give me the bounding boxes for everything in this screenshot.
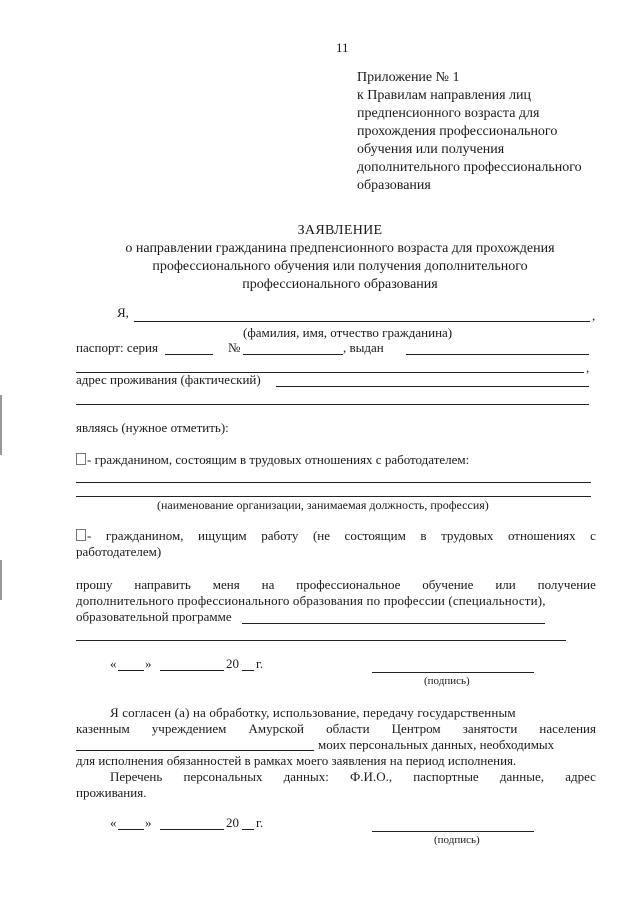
consent-word: Амурской [248, 721, 304, 736]
option-word: ищущим [197, 528, 247, 543]
issued-comma: , [586, 360, 590, 375]
scan-edge-mark [0, 395, 2, 455]
option-word: гражданином, [105, 528, 184, 543]
fio-underline [134, 321, 590, 322]
fio-caption: (фамилия, имя, отчество гражданина) [243, 325, 453, 340]
appendix-line: к Правилам направления лиц [357, 88, 532, 103]
data-list-line-1 [110, 769, 596, 785]
i-label: Я, [117, 305, 129, 320]
date2-day-underline [118, 829, 144, 830]
data-list-line-2: проживания. [76, 785, 147, 800]
passport-series-underline [165, 354, 213, 355]
date2-open: « [110, 815, 117, 830]
statement-subtitle-line: профессионального образования [242, 277, 438, 292]
address-underline [276, 386, 589, 387]
consent-word: населения [539, 721, 596, 736]
signature2-caption: (подпись) [434, 834, 480, 846]
consent-line-4: для исполнения обязанностей в рамках моего заявления на период исполнения. [76, 753, 517, 768]
option-word: трудовых [441, 528, 494, 543]
option-word: состоящим [344, 528, 406, 543]
data-list-word: Ф.И.О., [350, 769, 393, 784]
request-word: или [495, 577, 516, 592]
passport-series-label: паспорт: серия [76, 340, 158, 355]
request-line-3: образовательной программе [76, 609, 232, 624]
program-underline-2 [76, 640, 566, 641]
data-list-word: персональных [183, 769, 263, 784]
option-employed [76, 452, 469, 468]
consent-line-2 [76, 721, 596, 737]
request-word: меня [212, 577, 240, 592]
date2-close: » [145, 815, 152, 830]
org-caption: (наименование организации, занимаемая должность, профессия) [157, 498, 489, 512]
passport-number-underline [243, 354, 343, 355]
date1-day-underline [118, 670, 144, 671]
request-word: получение [537, 577, 596, 592]
option-word: с [590, 528, 596, 543]
address-label: адрес проживания (фактический) [76, 372, 261, 387]
data-list-word: паспортные [413, 769, 479, 784]
option-employed-label: - гражданином, состоящим в трудовых отношениях с работодателем: [87, 452, 470, 467]
option-jobseeker-line2: работодателем) [76, 544, 162, 559]
request-line [76, 577, 596, 593]
program-underline [242, 623, 545, 624]
date2-year-prefix: 20 [226, 815, 239, 830]
consent-word: Центром [391, 721, 441, 736]
data-list-word: Перечень [110, 769, 163, 784]
being-label: являясь (нужное отметить): [76, 420, 229, 435]
consent-word: учреждением [151, 721, 227, 736]
signature2-underline [372, 831, 534, 832]
statement-subtitle-line: о направлении гражданина предпенсионного возраста для прохождения [125, 241, 555, 256]
date1-suffix: г. [256, 656, 264, 671]
appendix-line: образования [357, 178, 431, 193]
date1-year-underline [242, 670, 254, 671]
request-line-2: дополнительного профессионального образования по профессии (специальности), [76, 593, 546, 608]
option-word: - [87, 528, 92, 543]
consent-line-1: Я согласен (а) на обработку, использование, передачу государственным [110, 705, 516, 720]
statement-title: ЗАЯВЛЕНИЕ [297, 223, 383, 238]
option-word: (не [312, 528, 331, 543]
data-list-word: данные, [499, 769, 544, 784]
consent-word: области [326, 721, 370, 736]
date2-suffix: г. [256, 815, 264, 830]
date1-open: « [110, 656, 117, 671]
appendix-line: дополнительного профессионального [357, 160, 582, 175]
option-word: работу [261, 528, 299, 543]
signature1-underline [372, 672, 534, 673]
consent-word: занятости [462, 721, 518, 736]
page-number: 11 [336, 40, 349, 55]
appendix-line: предпенсионного возраста для [357, 106, 540, 121]
option-word: отношениях [507, 528, 576, 543]
appendix-line: обучения или получения [357, 142, 505, 157]
appendix-line: прохождения профессионального [357, 124, 558, 139]
date1-close: » [145, 656, 152, 671]
consent-line-3: моих персональных данных, необходимых [318, 737, 555, 752]
date2-year-underline [242, 829, 254, 830]
org-underline [76, 482, 591, 483]
employed-checkbox[interactable] [76, 453, 86, 465]
issued-by-underline [406, 354, 589, 355]
fio-comma: , [592, 308, 596, 323]
request-word: профессиональное [296, 577, 401, 592]
appendix-title: Приложение № 1 [357, 70, 460, 85]
request-word: обучение [422, 577, 474, 592]
issued-by-label: , выдан [343, 340, 384, 355]
request-word: на [261, 577, 275, 592]
data-list-word: адрес [565, 769, 596, 784]
option-jobseeker [76, 528, 596, 544]
statement-subtitle-line: профессионального обучения или получения дополнительного [152, 259, 528, 274]
org-underline-2 [76, 496, 591, 497]
data-list-word: данных: [283, 769, 329, 784]
consent-word: казенным [76, 721, 130, 736]
scan-edge-mark [0, 560, 2, 600]
address-underline-2 [76, 404, 589, 405]
signature1-caption: (подпись) [424, 675, 470, 687]
date1-month-underline [160, 670, 224, 671]
option-word: в [420, 528, 427, 543]
passport-number-label: № [228, 340, 241, 355]
request-word: прошу [76, 577, 113, 592]
request-word: направить [134, 577, 191, 592]
date2-month-underline [160, 829, 224, 830]
jobseeker-checkbox[interactable] [76, 529, 86, 541]
date1-year-prefix: 20 [226, 656, 239, 671]
center-name-underline [76, 750, 314, 751]
